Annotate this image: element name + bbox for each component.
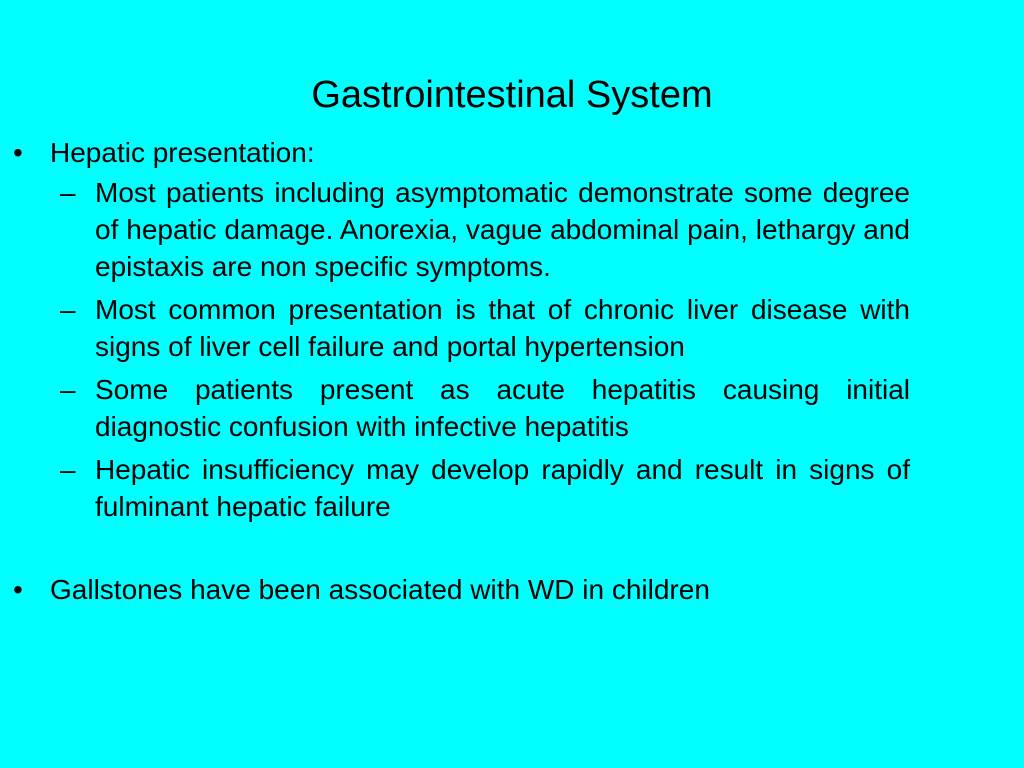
dash-icon: – — [60, 294, 76, 325]
dash-icon: – — [60, 374, 76, 405]
sub-bullet-acute-hepatitis — [0, 371, 1024, 445]
slide-title: Gastrointestinal System — [311, 74, 713, 116]
sub-bullet-chronic-liver-disease — [0, 291, 1024, 365]
bullet-dot-icon: • — [13, 574, 23, 605]
hepatic-sub-list — [0, 174, 1024, 525]
sub-bullet-hepatic-damage — [0, 174, 1024, 285]
spacer — [0, 531, 1024, 571]
sub-bullet-text: Hepatic insufficiency may develop rapidly and result in signs of fulminant hepatic failure — [95, 454, 910, 522]
sub-bullet-text: Most common presentation is that of chronic liver disease with signs of liver cell failure and portal hypertension — [95, 294, 910, 362]
slide-body — [0, 134, 1024, 608]
sub-bullet-text: Some patients present as acute hepatitis causing initial diagnostic confusion with infective hepatitis — [95, 374, 910, 442]
bullet-text: Hepatic presentation: — [50, 137, 315, 168]
bullet-gallstones — [0, 571, 1024, 608]
bullet-hepatic-presentation — [0, 134, 1024, 171]
sub-bullet-text: Most patients including asymptomatic demonstrate some degree of hepatic damage. Anorexia, vague abdominal pain, lethargy and epistaxis are non specific symptoms. — [95, 177, 910, 282]
bullet-dot-icon: • — [13, 137, 23, 168]
dash-icon: – — [60, 454, 76, 485]
bullet-text: Gallstones have been associated with WD in children — [50, 574, 710, 605]
sub-bullet-fulminant-failure — [0, 451, 1024, 525]
dash-icon: – — [60, 177, 76, 208]
